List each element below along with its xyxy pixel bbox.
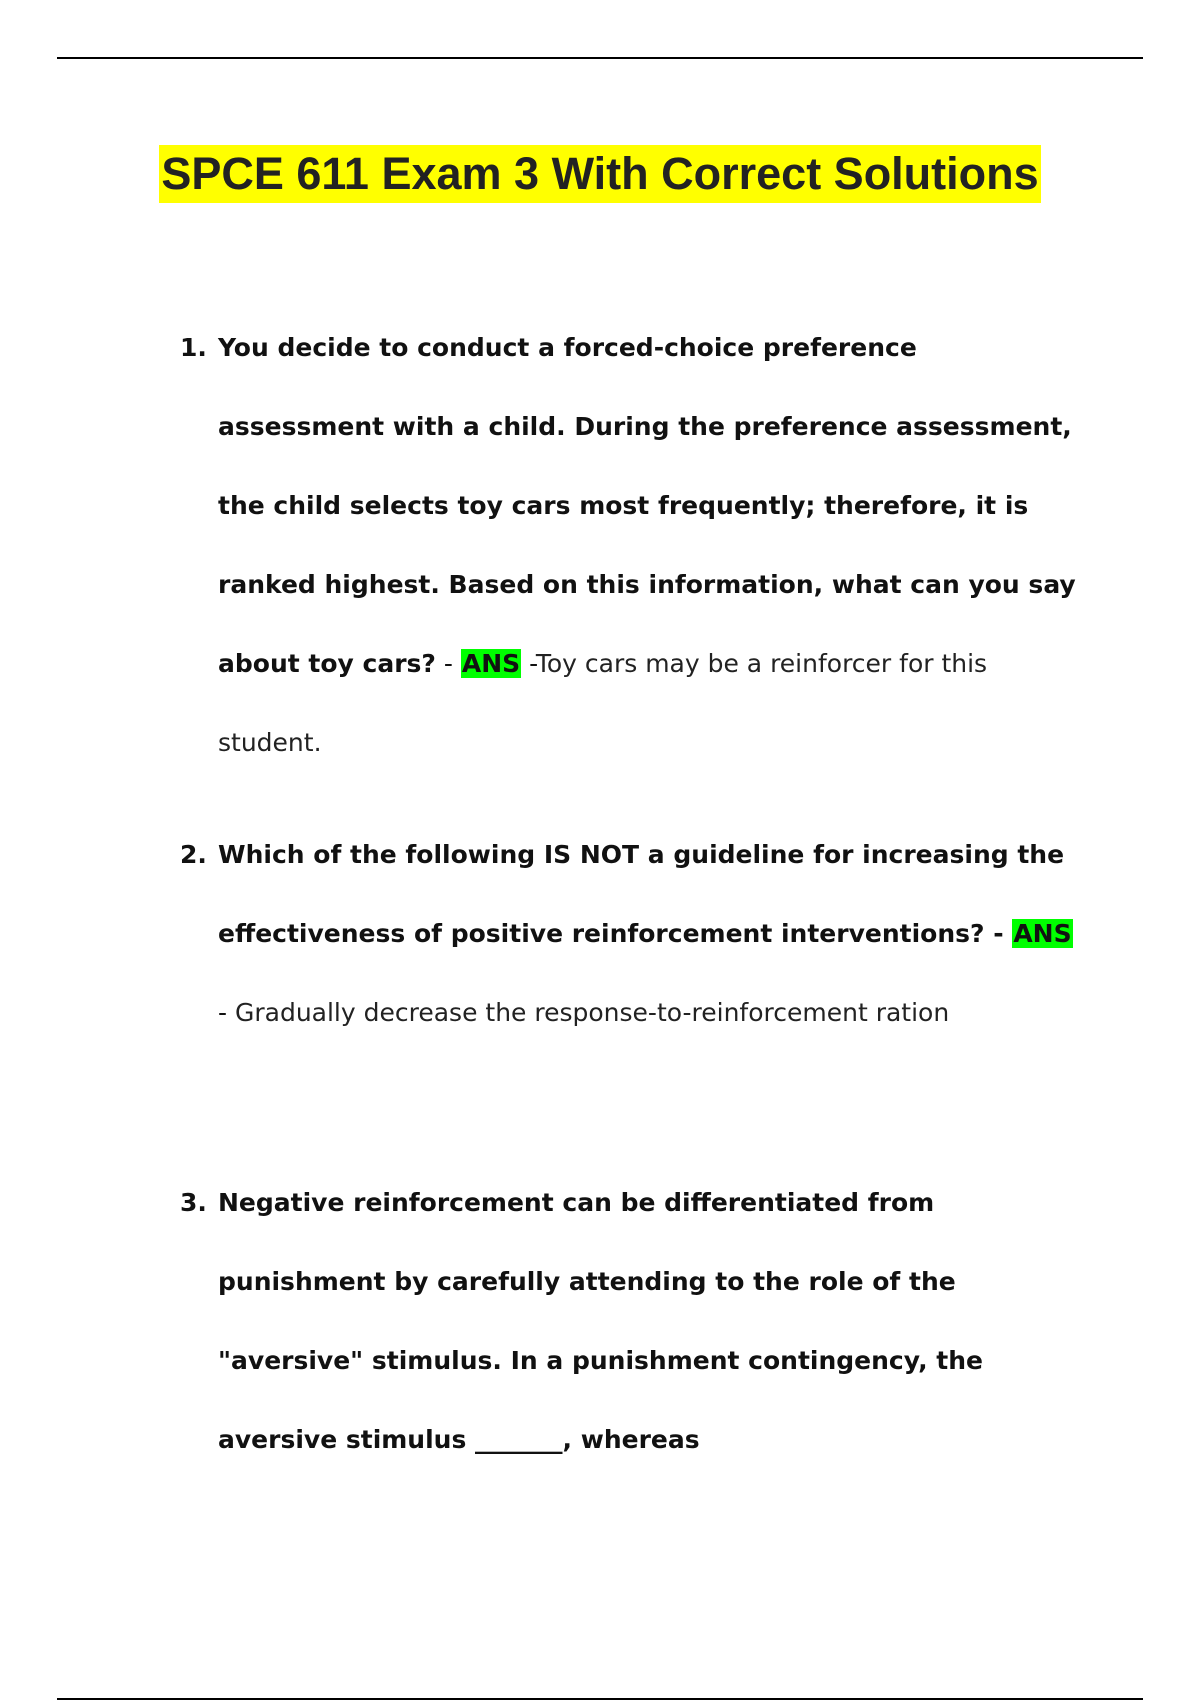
ans-label: ANS bbox=[1013, 919, 1072, 948]
question-body bbox=[218, 308, 1080, 782]
answer-text: Toy cars may be a reinforcer for this student. bbox=[218, 649, 988, 757]
separator: - bbox=[984, 919, 1013, 948]
separator: - bbox=[521, 649, 536, 678]
question-text: Which of the following IS NOT a guideline for increasing the effectiveness of positive reinforcement interventions? bbox=[218, 840, 1065, 948]
separator: - bbox=[435, 649, 461, 678]
question-1 bbox=[180, 308, 1080, 782]
question-text: You decide to conduct a forced-choice preference assessment with a child. During the preference assessment, the child selects toy cars most frequently; therefore, it is ranked highest. Based on this information, what can you say about toy cars? bbox=[218, 333, 1076, 678]
question-number: 1. bbox=[180, 333, 207, 362]
question-body bbox=[218, 815, 1080, 1052]
title-container bbox=[0, 145, 1200, 203]
question-2 bbox=[180, 815, 1080, 1052]
answer-text: Gradually decrease the response-to-reinforcement ration bbox=[234, 998, 950, 1027]
question-body bbox=[218, 1163, 1080, 1479]
question-number: 3. bbox=[180, 1188, 207, 1217]
question-text: Negative reinforcement can be differentiated from punishment by carefully attending to the role of the "aversive" stimulus. In a punishment contingency, the aversive stimulus _______, whereas bbox=[218, 1188, 984, 1454]
document-title: SPCE 611 Exam 3 With Correct Solutions bbox=[159, 145, 1040, 203]
ans-label: ANS bbox=[461, 649, 521, 678]
top-rule bbox=[57, 57, 1143, 59]
separator: - bbox=[218, 998, 228, 1027]
question-3 bbox=[180, 1163, 1080, 1479]
question-number: 2. bbox=[180, 840, 207, 869]
